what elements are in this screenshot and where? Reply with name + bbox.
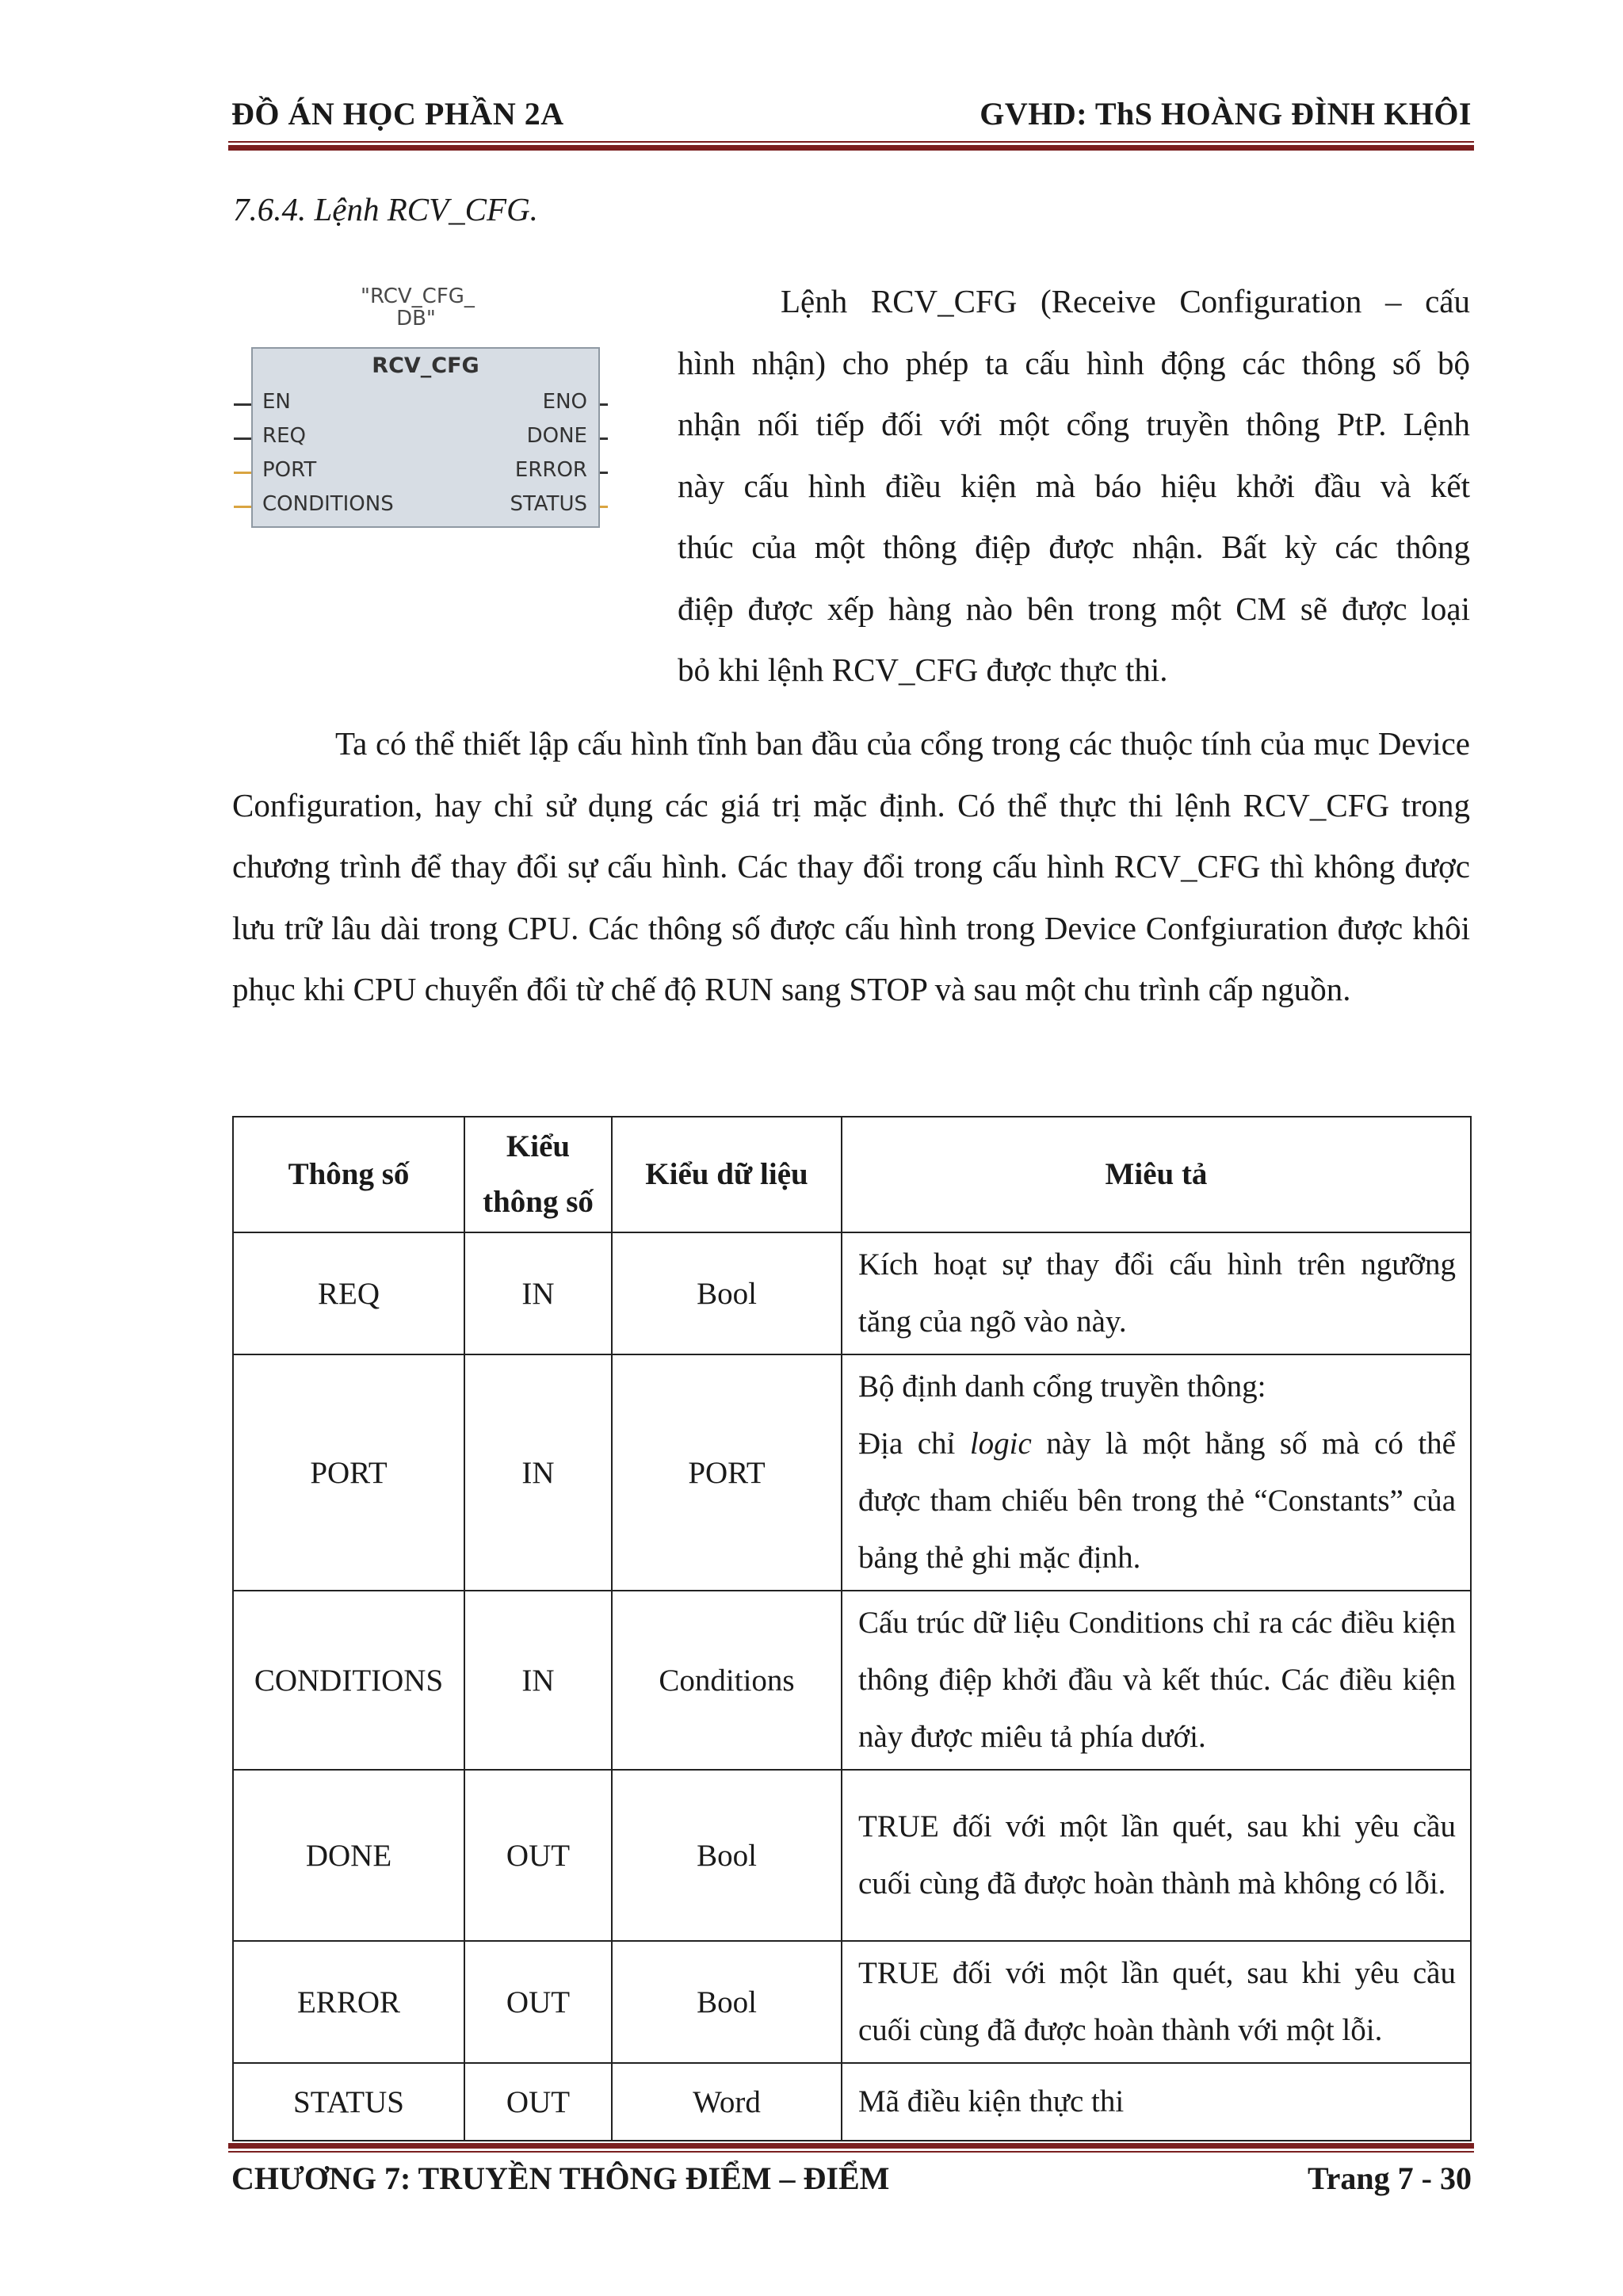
rcv-cfg-block-image [234, 279, 606, 533]
pin-conditions: CONDITIONS [262, 492, 394, 516]
cell-kind: IN [464, 1591, 612, 1770]
cell-desc-italic: logic [969, 1427, 1032, 1461]
intro-line-3: nhận nối tiếp đối với một cổng truyền thông PtP. Lệnh [678, 406, 1470, 442]
lead-conditions [234, 506, 251, 508]
section-heading: 7.6.4. Lệnh RCV_CFG. [233, 191, 538, 227]
intro-line-5: thúc của một thông điệp được nhận. Bất kỳ các thông [678, 529, 1470, 565]
cell-desc-part-b: này là một hằng số mà có thể được tham chiếu bên trong thẻ “Constants” của bảng thẻ ghi mặc định. [858, 1427, 1456, 1575]
footer-rule-thick [228, 2143, 1474, 2149]
cell-param: CONDITIONS [233, 1591, 464, 1770]
pin-status: STATUS [510, 492, 587, 516]
cell-type: Conditions [612, 1591, 842, 1770]
cell-param: ERROR [233, 1941, 464, 2063]
block-db-name [361, 285, 475, 330]
block-db-name-line1: "RCV_CFG_ [361, 285, 475, 308]
cell-type: PORT [612, 1354, 842, 1591]
header-right: GVHD: ThS HOÀNG ĐÌNH KHÔI [980, 96, 1472, 132]
cell-desc: TRUE đối với một lần quét, sau khi yêu cầu cuối cùng đã được hoàn thành với một lỗi. [842, 1941, 1471, 2063]
body-paragraph [232, 713, 1470, 1021]
cell-desc: TRUE đối với một lần quét, sau khi yêu cầu cuối cùng đã được hoàn thành mà không có lỗi. [842, 1770, 1471, 1941]
cell-type: Word [612, 2063, 842, 2141]
intro-line-2: hình nhận) cho phép ta cấu hình động các thông số bộ [678, 344, 1470, 381]
lead-en [234, 403, 251, 406]
cell-kind: IN [464, 1232, 612, 1354]
cell-type: Bool [612, 1770, 842, 1941]
cell-param: DONE [233, 1770, 464, 1941]
table-header-row [233, 1117, 1471, 1232]
cell-param: REQ [233, 1232, 464, 1354]
table-row [233, 1770, 1471, 1941]
header-kind: Kiểu thông số [464, 1117, 612, 1232]
cell-desc: Kích hoạt sự thay đổi cấu hình trên ngưỡng tăng của ngõ vào này. [842, 1232, 1471, 1354]
cell-kind: OUT [464, 1770, 612, 1941]
footer-left: CHƯƠNG 7: TRUYỀN THÔNG ĐIỂM – ĐIỂM [231, 2160, 890, 2196]
table-row [233, 1941, 1471, 2063]
header-param: Thông số [233, 1117, 464, 1232]
cell-desc: Mã điều kiện thực thi [842, 2063, 1471, 2141]
pin-req: REQ [262, 424, 306, 448]
intro-line-6: điệp được xếp hàng nào bên trong một CM sẽ được loại [678, 590, 1470, 627]
cell-kind: OUT [464, 2063, 612, 2141]
header-type: Kiểu dữ liệu [612, 1117, 842, 1232]
intro-line-1: Lệnh RCV_CFG (Receive Configuration – cấu [781, 283, 1470, 319]
page-footer [231, 2160, 1472, 2207]
cell-type: Bool [612, 1941, 842, 2063]
lead-eno [600, 403, 608, 406]
cell-desc [842, 1354, 1471, 1591]
block-db-name-line2: DB" [396, 307, 436, 330]
cell-param: PORT [233, 1354, 464, 1591]
header-desc: Miêu tả [842, 1117, 1471, 1232]
body-paragraph-text: Ta có thể thiết lập cấu hình tĩnh ban đầu của cổng trong các thuộc tính của mục Device Configuration, hay chỉ sử dụng các giá trị mặc định. Có thể thực thi lệnh RCV_CFG trong chương trình để thay đổi sự cấu hình. Các thay đổi trong cấu hình RCV_CFG thì không được lưu trữ lâu dài trong CPU. Các thông số được cấu hình trong Device Confgiuration được khôi phục khi CPU chuyển đổi từ chế độ RUN sang STOP và sau một chu trình cấp nguồn. [232, 725, 1470, 1007]
header-rule-thick [228, 145, 1474, 151]
pin-done: DONE [526, 424, 587, 448]
cell-desc-line1: Bộ định danh cổng truyền thông: [858, 1370, 1266, 1404]
block-title: RCV_CFG [372, 353, 479, 378]
table-row [233, 2063, 1471, 2141]
table-row [233, 1354, 1471, 1591]
header-left: ĐỒ ÁN HỌC PHẦN 2A [231, 96, 564, 132]
pin-eno: ENO [542, 390, 587, 414]
lead-error [600, 472, 608, 474]
cell-desc: Cấu trúc dữ liệu Conditions chỉ ra các điều kiện thông điệp khởi đầu và kết thúc. Các điều kiện này được miêu tả phía dưới. [842, 1591, 1471, 1770]
table-row [233, 1232, 1471, 1354]
pin-port: PORT [262, 458, 317, 482]
cell-type: Bool [612, 1232, 842, 1354]
parameter-table [232, 1116, 1472, 2141]
cell-kind: OUT [464, 1941, 612, 2063]
intro-line-7: bỏ khi lệnh RCV_CFG được thực thi. [678, 651, 1168, 688]
lead-req [234, 437, 251, 440]
cell-param: STATUS [233, 2063, 464, 2141]
footer-rule-thin [228, 2151, 1474, 2153]
block-box [251, 347, 600, 528]
cell-desc-part-a: Địa chỉ [858, 1427, 970, 1461]
table-row [233, 1591, 1471, 1770]
intro-paragraph [678, 271, 1470, 701]
pin-en: EN [262, 390, 291, 414]
page-header [231, 95, 1472, 143]
lead-port [234, 472, 251, 474]
footer-right: Trang 7 - 30 [1307, 2160, 1472, 2196]
intro-line-4: này cấu hình điều kiện mà báo hiệu khởi đầu và kết [678, 467, 1470, 504]
lead-status [600, 506, 608, 508]
pin-error: ERROR [514, 458, 587, 482]
cell-kind: IN [464, 1354, 612, 1591]
lead-done [600, 437, 608, 440]
header-rule-thin [228, 141, 1474, 143]
